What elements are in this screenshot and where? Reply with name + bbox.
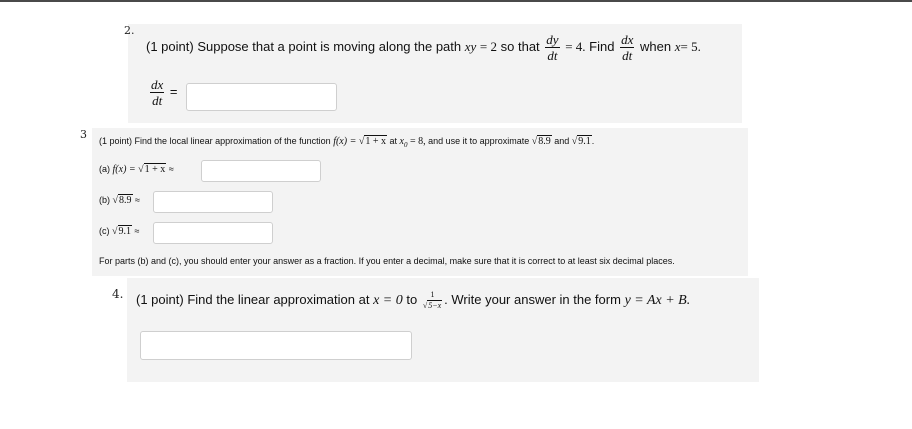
q2-text-1: Suppose that a point is moving along the path	[197, 38, 462, 54]
q3-radicand: 1 + x	[365, 136, 386, 147]
q4-radicand: 5−x	[428, 301, 442, 310]
q4-x-eq: x = 0	[373, 292, 403, 308]
question-3-number: 3	[80, 128, 87, 141]
q3-and: and	[554, 136, 570, 146]
q3-c-sqrt: √9.1	[112, 226, 132, 237]
q3-c-radicand: 9.1	[118, 226, 132, 237]
q3-part-c-label	[99, 226, 139, 237]
q3-part-c-input[interactable]	[153, 222, 273, 244]
q3-sqrt-1: √8.9	[531, 136, 551, 147]
q2-dx-dt-fraction	[620, 33, 634, 62]
q3-x0-val: = 8,	[409, 136, 426, 147]
q3-part-a-input[interactable]	[201, 160, 321, 182]
q4-text-2: . Write your answer in the form	[444, 291, 621, 307]
q2-answer-dt: dt	[152, 93, 163, 108]
q3-a-fx: f(x) =	[112, 164, 136, 175]
q3-part-b-label	[99, 195, 140, 206]
question-4-number: 4.	[112, 287, 124, 301]
q2-dy-dt-fraction	[545, 33, 559, 62]
q2-so-that: so that	[500, 38, 540, 54]
question-2-prompt	[146, 33, 701, 62]
q3-c-approx: ≈	[134, 226, 140, 236]
q2-answer-fraction	[150, 78, 164, 107]
q3-a-radicand: 1 + x	[144, 164, 166, 175]
q4-to: to	[406, 291, 418, 307]
question-2-number: 2.	[124, 24, 135, 37]
q2-when: when	[640, 38, 672, 54]
q4-numerator: 1	[430, 290, 435, 299]
q3-at: at	[389, 136, 397, 146]
q4-form: y = Ax + B.	[624, 292, 691, 308]
q4-answer-input[interactable]	[140, 331, 412, 360]
q2-answer-input[interactable]	[186, 83, 337, 111]
q3-b: (b)	[99, 195, 110, 205]
question-3-prompt	[99, 136, 594, 149]
top-border	[0, 0, 912, 2]
q2-eq-rhs: = 2	[479, 38, 498, 54]
q3-sqrt: √1 + x	[358, 136, 386, 147]
q3-b-approx: ≈	[135, 195, 140, 205]
q4-fraction	[423, 291, 442, 310]
q3-x0	[400, 136, 408, 147]
q3-b-sqrt: √8.9	[112, 195, 132, 206]
q2-answer-dx: dx	[151, 77, 164, 92]
q3-c: (c)	[99, 226, 110, 236]
q2-eq-lhs: xy	[464, 38, 477, 54]
q3-x0-sub: 0	[403, 141, 408, 149]
q3-a-approx: ≈	[168, 164, 174, 174]
q2-dy: dy	[546, 32, 559, 47]
q3-r2: 9.1	[578, 136, 591, 147]
q3-r1: 8.9	[538, 136, 551, 147]
q3-b-radicand: 8.9	[119, 195, 132, 206]
q2-x: x	[674, 38, 681, 54]
q3-text-1: Find the local linear approximation of the function	[134, 136, 331, 146]
q2-answer-equals: =	[169, 83, 178, 99]
q2-dx: dx	[621, 32, 634, 47]
q4-text-1: Find the linear approximation at	[187, 291, 370, 307]
q3-part-b-input[interactable]	[153, 191, 273, 213]
q3-text-2: and use it to approximate	[428, 136, 530, 146]
q2-dt-2: dt	[622, 48, 633, 63]
q4-points: (1 point)	[136, 291, 184, 307]
q2-x-val: = 5.	[680, 38, 701, 54]
q2-answer-label	[148, 78, 178, 107]
q3-note: For parts (b) and (c), you should enter your answer as a fraction. If you enter a decimal, make sure that it is correct to at least six decimal places.	[99, 256, 675, 266]
q3-fx: f(x) =	[333, 136, 357, 147]
question-4-prompt	[136, 291, 690, 310]
q2-rate: = 4.	[565, 38, 586, 54]
q3-a-sqrt: √1 + x	[138, 164, 166, 175]
q3-a: (a)	[99, 164, 110, 174]
q2-find: Find	[589, 38, 615, 54]
q3-part-a-label	[99, 164, 174, 175]
q2-points: (1 point)	[146, 38, 194, 54]
q3-sqrt-2: √9.1	[571, 136, 591, 147]
q3-period: .	[591, 136, 595, 146]
q3-points: (1 point)	[99, 136, 133, 146]
q2-dt: dt	[547, 48, 558, 63]
q3-x0-var: x	[399, 136, 404, 147]
q4-denominator: √5−x	[422, 301, 442, 310]
